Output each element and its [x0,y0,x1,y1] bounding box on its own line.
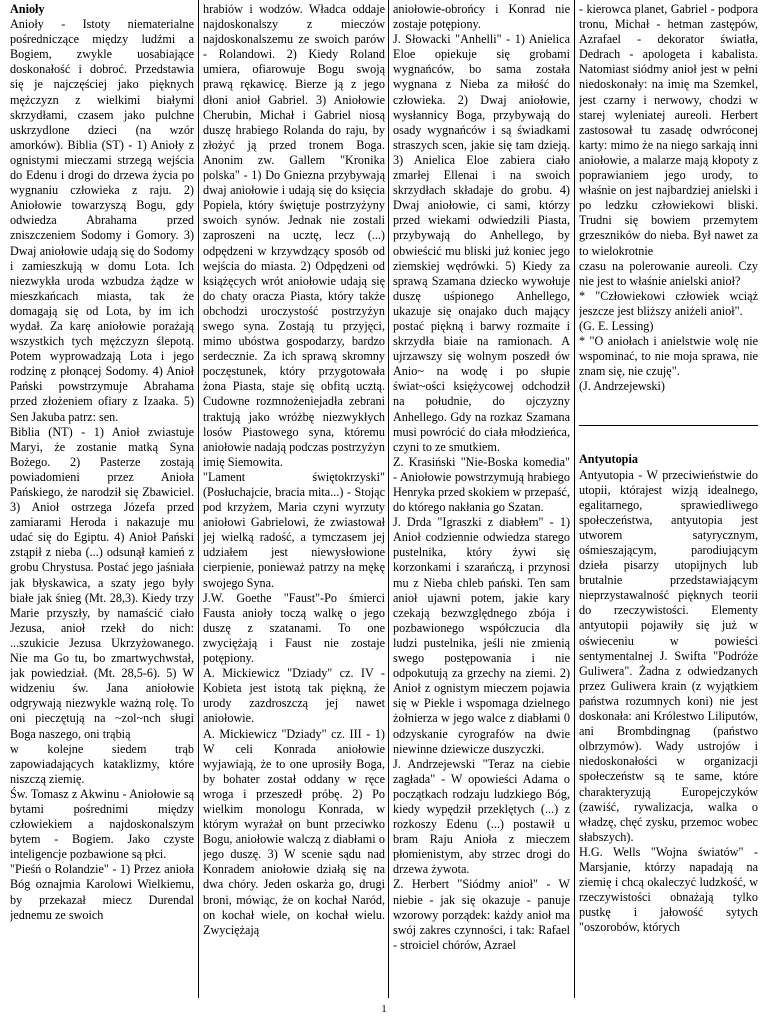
quote: * "Człowiekowi człowiek wciąż jeszcze jest bliższy aniżeli anioł". [579,288,758,318]
column-3 [393,2,570,996]
paragraph: Św. Tomasz z Akwinu - Aniołowie są bytami pośrednimi między człowiekiem a najdoskonalszym bytem - Bogiem. Jako czyste inteligencje pozbawione są płci. [10,786,194,862]
paragraph: hrabiów i wodzów. Władca oddaje najdoskonalszy z mieczów najdoskonalszemu ze swoich parów - Rolandowi. 2) Kiedy Roland umiera, ofiarowuje Bogu swoją prawą rękawicę. Bierze ją z jego dłoni anioł Gabriel. 3) Aniołowie Cherubin, Michał i Gabriel niosą duszę hrabiego Rolanda do raju, by złożyć ją przed tronem Boga. Anonim zw. Gallem "Kronika polska" - 1) Do Gniezna przybywają dwaj aniołowie i udają się do księcia Popiela, który świętuje postrzyżyny swoich synów. Jednak nie zostali zaproszeni na ucztę, lecz (...) odpędzeni w krzywdzący sposób od wejścia do miasta. 2) Odpędzeni od książęcych wrót aniołowie udają się do chaty oracza Piasta, który także obchodzi uroczystość postrzyżyn swego syna. Zostają tu przyjęci, mimo ubóstwa gospodarzy, bardzo serdecznie. Za ich sprawą skromny poczęstunek, który przygotowała żona Piasta, staje się obfitą ucztą. Cudowne rozmnożeniejadła zebrani traktują jako wróżbę niezwykłych losów Piastowego syna, któremu aniołowie nadają podczas postrzyżyn imię Siemowita. [203,2,385,469]
column-divider [198,0,199,998]
column-divider [388,0,389,998]
paragraph: J. Andrzejewski "Teraz na ciebie zagłada" - W opowieści Adama o początkach rodzaju ludzkiego Bóg, kiedy wypędził przeklętych (...) z rozkoszy Edenu (...) postawił u bram Raju Anioła z mieczem płomienistym, aby strzec drogi do drzewa żywota. [393,756,570,877]
paragraph: J. Drda "Igraszki z diabłem" - 1) Anioł codziennie odwiedza starego pustelnika, który żywi się korzonkami i szarańczą, i przynosi mu z Nieba chleb pański. Ten sam anioł ujawni potem, jakie kary czekają bezwzględnego zbója i pozbawionego współczucia dla ludzi pustelnika, jeśli nie zmienią swego postępowania i nie odpokutują za grzechy na ziemi. 2) Anioł z ognistym mieczem pojawia się w Piekle i wspomaga dzielnego żołnierza w jego walce z diabłami 0 odzyskanie cyrografów na dwie niewinne dziewicze duszyczki. [393,515,570,756]
quote: * "O aniołach i anielstwie wolę nie wspominać, to nie moja sprawa, nie znam się, nie czuję". [579,334,758,379]
paragraph: H.G. Wells "Wojna światów" - Marsjanie, którzy napadają na ziemię i chcą okaleczyć ludzkość, w rzeczywistości obnażają tylko pustkę i jałowość sytych "oszorobów, których [579,844,758,935]
paragraph: Anioły - Istoty niematerialne pośredniczące między ludźmi a Bogiem, zwykle uosabiające doskonałość i dobroć. Przedstawia się je najczęściej jako pięknych mężczyzn z wielkimi białymi skrzydłami, czasem jako pulchne uskrzydlone dzieci (na wzór amorków). Biblia (ST) - 1) Anioły z ognistymi mieczami strzegą wejścia do Edenu i drogi do drzewa życia po wygnaniu człowieka z raju. 2) Aniołowie towarzyszą Bogu, gdy odwiedza Abrahama przed zniszczeniem Sodomy i Gomory. 3) Dwaj aniołowie udają się do Sodomy i zamieszkują w domu Lota. Ich niezwykła uroda wzbudza żądze w mieszkańcach miasta, tak że domagają się od Lota, by im ich wydał. Za karę aniołowie porażają wszystkich tych mężczyzn ślepotą. Potem wyprowadzają Lota i jego rodzinę z płonącej Sodomy. 4) Anioł Pański powstrzymuje Abrahama przed złożeniem ofiary z Izaaka. 5) Sen Jakuba patrz: sen. [10,17,194,424]
paragraph: "Lament świętokrzyski" (Posłuchajcie, bracia mita...) - Stojąc pod krzyżem, Maria czyni wyrzuty aniołowi Gabrielowi, że zwiastował jej wielką radość, a tymczasem jej udziałem jest niewysłowione cierpienie, ponieważ patrzy na mękę swojego Syna. [203,469,385,590]
page [10,0,758,1000]
paragraph: czasu na polerowanie aureoli. Czy nie jest to właśnie anielski anioł? [579,258,758,288]
paragraph: "Pieśń o Rolandzie" - 1) Przez anioła Bóg oznajmia Karolowi Wielkiemu, by przekazał miecz Durendal jednemu ze swoich [10,862,194,922]
paragraph: J. Słowacki "Anhelli" - 1) Anielica Eloe opiekuje się grobami wygnańców, bo sama została wygnana z Nieba za miłość do człowieka. 2) Dwaj aniołowie, wysłannicy Boga, przybywają do osady wygnańców i są świadkami straszych scen, jakie się tam dzieją. 3) Anielica Eloe zabiera ciało zmarłej Ellenai i na swoich skrzydłach składaje do grobu. 4) Dwaj aniołowie, ci sami, którzy przed wiekami odwiedzili Piasta, przybywają do Anhellego, by obwieścić mu bliski już koniec jego ziemskiej wędrówki. 5) Kiedy za sprawą Szamana dziecko wywołuje duszę uśpionego Anhellego, ukazuje się onajako duch mający postać piękną i barwy rozmaite i skrzydła biaie na ramionach. A ujrzawszy się wolnym poszedł ów Anio~ na wodę i po słupie świat~ości księżycowej odchodził na południe, do ojczyzny Anhellego. Gdy na rozkaz Szamana musi powrócić do ciała młodzieńca, czyni to ze smutkiem. [393,32,570,454]
paragraph: Z. Herbert "Siódmy anioł" - W niebie - jak się okazuje - panuje wzorowy porządek: każdy anioł ma swój zakres czynności, i tak: Rafael - stroiciel chórów, Azrael [393,877,570,952]
paragraph: J.W. Goethe "Faust"-Po śmierci Fausta anioły toczą walkę o jego duszę z szatanami. To one zwyciężają i Faust nie zostaje potępiony. [203,590,385,666]
quote-author: (J. Andrzejewski) [579,379,665,394]
column-1 [10,2,194,996]
section-divider [579,425,758,426]
column-2 [203,2,385,996]
section-title-anioly: Anioły [10,2,45,16]
paragraph: - kierowca planet, Gabriel - podpora tronu, Michał - hetman zastępów, Azrafael - dekorator światła, Dedrach - apologeta i kabalista. Natomiast siódmy anioł jest w pełni niedoskonały: na imię ma Szemkel, jest czarny i nerwowy, chodzi w starej wyleniatej aureoli. Herbert zastosował tu zasadę odwróconej karty: mimo że na niego sarkają inni aniołowie, a malarze mają kłopoty z poprawianiem jego urody, to właśnie on jest najbardziej anielski i po ledzku człowiekowi bliski. Trudni się bowiem przemytem grzeszników do nieba. Był nawet za to wielokrotnie [579,2,758,258]
paragraph: Z. Krasiński "Nie-Boska komedia" - Aniołowie powstrzymują hrabiego Henryka przed skokiem w przepaść, do którego nakłania go Szatan. [393,454,570,515]
column-4 [579,2,758,996]
paragraph: w kolejne siedem trąb zapowiadających kataklizmy, które niszczą ziemię. [10,741,194,786]
section-title-antyutopia: Antyutopia [579,452,638,467]
paragraph: aniołowie-obrońcy i Konrad nie zostaje potępiony. [393,2,570,32]
paragraph: Antyutopia - W przeciwieństwie do utopii, którajest wizją idealnego, egalitarnego, sprawiedliwego społeczeństwa, antyutopia jest utworem satyrycznym, ośmieszającym, parodiującym dzieła pisarzy utopijnych lub brutalnie przedstawiającym nieprzystawalność pięknych teorii do rzeczywistości. Elementy antyutopii pojawiły się już w oświeceniu w powieści sentymentalnej J. Swifta "Podróże Guliwera". Żadna z odwiedzanych przez Guliwera krain (z wyjątkiem państwa rozumnych koni) nie jest doskonała: ani Królestwo Liliputów, ani Brombdingnag (państwo olbrzymów). Wady ustrojów i niedoskonałości w organizacji społeczeństw są te same, które charakteryzują Europejczyków (zawiść, rywalizacja, walka o władzę, chęć zysku, przemoc wobec słabszych). [579,467,758,844]
paragraph: A. Mickiewicz "Dziady" cz. III - 1) W celi Konrada aniołowie wyjawiają, że to one uprosiły Boga, by bohater został oddany w ręce wroga i przeszedł próbę. 2) Po wielkim monologu Konrada, w którym wyrażał on bunt przeciwko Bogu, aniołowie walczą z diabłami o jego duszę. 3) W scenie sądu nad Konradem aniołowie działą się na dwa chóry. Jeden oskarża go, drugi broni, mówiąc, że on kochał Naród, on kochał wiele, on kochał wielu. Zwyciężają [203,726,385,937]
quote-author: (G. E. Lessing) [579,318,654,333]
paragraph: Biblia (NT) - 1) Anioł zwiastuje Maryi, że zostanie matką Syna Bożego. 2) Pasterze zostają powiadomieni przez Anioła Pańskiego, że narodził się Zbawiciel. 3) Anioł ostrzega Józefa przed zamiarami Heroda i nakazuje mu udać się do Egiptu. 4) Anioł Pański zstąpił z nieba (...) odsunął kamień z grobu Chrystusa. Postać jego jaśniała jak błyskawica, a szaty jego były białe jak śnieg (Mt. 28,3). Kiedy trzy Marie przyszły, by namaścić ciało Jezusa, anioł rzekł do nich: ...szukicie Jezusa Ukrzyżowanego. Nie ma Go tu, bo zmartwychwstał, jak powiedział. (Mt. 28,5-6). 5) W widzeniu św. Jana aniołowie odgrywają niezwykle ważną rolę. To oni pieczętują na ~zol~nch sługi Boga naszego, oni trąbią [10,424,194,741]
page-number: 1 [381,1003,387,1015]
column-divider [574,0,575,998]
paragraph: A. Mickiewicz "Dziady" cz. IV - Kobieta jest istotą tak piękną, że urody zazdroszczą jej nawet aniołowie. [203,666,385,726]
